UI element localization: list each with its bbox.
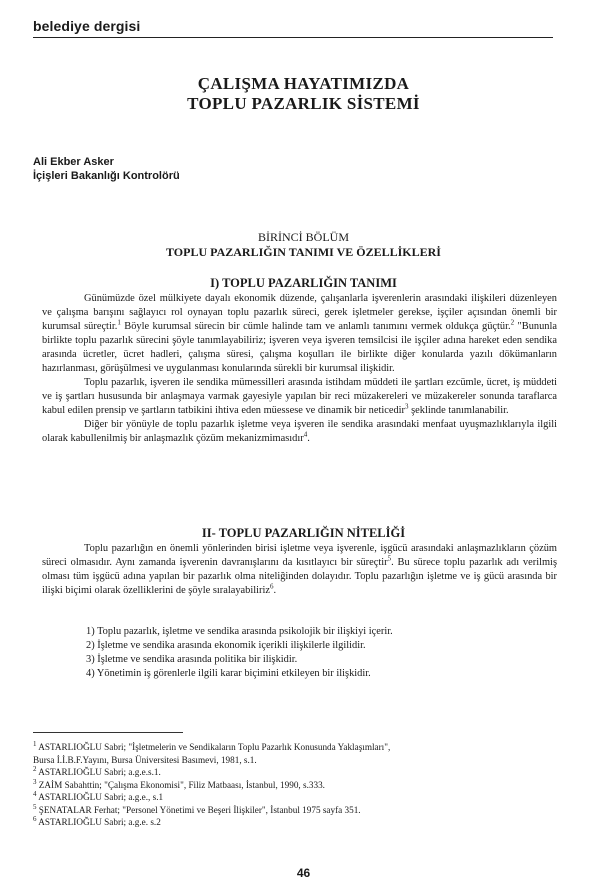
- page-number: 46: [296, 866, 311, 880]
- footnote: $^2$ ASTARLIOĞLU Sabri; a.g.e.s.1.: [33, 764, 161, 777]
- footnote-number: 6: [33, 814, 37, 823]
- footnote-ref: 1: [117, 318, 121, 327]
- footnote-number: 5: [33, 802, 37, 811]
- section2-heading: II- TOPLU PAZARLIĞIN NİTELİĞİ: [201, 526, 406, 540]
- section1-body: [42, 292, 557, 446]
- chapter-title: TOPLU PAZARLIĞIN TANIMI VE ÖZELLİKLERİ: [166, 245, 441, 259]
- journal-title: belediye dergisi: [33, 18, 141, 34]
- section1-heading: I) TOPLU PAZARLIĞIN TANIMI: [210, 276, 397, 290]
- article-title-line2: TOPLU PAZARLIK SİSTEMİ: [187, 94, 420, 113]
- footnote-number: 4: [33, 789, 37, 798]
- article-title-line1: ÇALIŞMA HAYATIMIZDA: [197, 74, 410, 93]
- list-item: 4) Yönetimin iş görenlerle ilgili karar biçimini etkileyen bir ilişkidir.: [86, 668, 371, 679]
- paragraph: Günümüzde özel mülkiyete dayalı ekonomik düzende, çalışanlarla işverenlerin arasındaki ilişkileri düzenleyen ve çalışma barışını sağlayıcı rol oynayan toplu pazarlık süreci, gerek işletmeler gerekse, işçiler açısından önemli bir kurumsal süreçtir.$^1$ Böyle kurumsal sürecin bir cümle halinde tam ve anlamlı tanımını vermek oldukça güçtür.$^2$ "Bununla birlikte toplu pazarlık sürecini şöyle tanımlayabiliriz; işveren veya işveren temsilcisi ile işçiler adına hareket eden sendika arasında ücretler, ücret hadleri, çalışma süresi, çalışma koşulları ile birlikte diğer konularda yazılı dökümanların hazırlanması, görüşülmesi ve uygulanması konularında sürekli bir kurumsal ilişkidir.: [42, 293, 557, 374]
- paragraph: Diğer bir yönüyle de toplu pazarlık işletme veya işveren ile sendika arasındaki menfaat uyuşmazlıklarıyla ilgili olarak kabullenilmiş bir anlaşmazlık çözüm mekanizmimasıdır$^4$.: [42, 419, 557, 444]
- journal-header: [33, 18, 553, 34]
- footnote-number: 1: [33, 739, 37, 748]
- article-title: [0, 74, 607, 114]
- header-rule: [33, 37, 553, 38]
- author-name: Ali Ekber Asker: [33, 156, 114, 168]
- footnote-number: 3: [33, 777, 37, 786]
- footnote-continuation: Bursa İ.İ.B.F.Yayını, Bursa Üniversitesi Basımevi, 1981, s.1.: [33, 754, 257, 765]
- footnotes: [33, 741, 558, 829]
- chapter-label: BİRİNCİ BÖLÜM: [257, 230, 349, 244]
- list-item: 2) İşletme ve sendika arasında ekonomik içerikli ilişkilerle ilgilidir.: [86, 640, 366, 651]
- footnote-ref: 4: [303, 430, 308, 439]
- paragraph: Toplu pazarlığın en önemli yönlerinden birisi işletme veya işverenle, işgücü arasındaki anlaşmazlıkların çözüm süreci olmasıdır. Aynı zamanda işverenin davranışlarını da kısıtlayıcı bir süreçtir$^5$. Bu sürece toplu pazarlık adı verilmiş olması tüm işgücü adına yapılan bir pazarlık olma niteliğinden dolayıdır. Toplu pazarlığın işletme ve iş gücü arasında bir ilişki biçimi olarak özelliklerini de şöyle sıralayabiliriz$^6$.: [42, 543, 557, 596]
- footnote-separator: [33, 732, 183, 733]
- author-block: [33, 155, 180, 183]
- footnote: $^6$ ASTARLIOĞLU Sabri; a.g.e. s.2: [33, 814, 161, 827]
- section2-body: [42, 542, 557, 598]
- footnote: $^4$ ASTARLIOĞLU Sabri; a.g.e., s.1: [33, 789, 164, 802]
- characteristics-list: [86, 625, 556, 681]
- footnote-ref: 2: [510, 318, 515, 327]
- footnote: $^5$ ŞENATALAR Ferhat; "Personel Yönetimi ve Beşeri İlişkiler", İstanbul 1975 sayfa 351.: [33, 802, 361, 815]
- footnote-ref: 5: [387, 554, 392, 563]
- paragraph: Toplu pazarlık, işveren ile sendika mümessilleri arasında istihdam müddeti ile şartları ezcümle, ücret, iş müddeti ve iş şartları hususunda bir anlaşmaya varmak gayesiyle yapılan bir reci müzakereleri ve müzakereler sonunda taraflarca kabul edilen prensip ve şartların tatbikini ihtiva eden müessese ve dinamik bir neticedir$^3$ şeklinde tanımlanabilir.: [42, 377, 557, 416]
- footnote: $^1$ ASTARLIOĞLU Sabri; "İşletmelerin ve Sendikaların Toplu Pazarlık Konusunda Yaklaşımları",: [33, 739, 391, 752]
- author-affiliation: İçişleri Bakanlığı Kontrolörü: [33, 170, 180, 182]
- footnote-number: 2: [33, 764, 37, 773]
- list-item: 1) Toplu pazarlık, işletme ve sendika arasında psikolojik bir ilişkiyi içerir.: [86, 626, 393, 637]
- footnote-ref: 6: [269, 582, 274, 591]
- footnote: $^3$ ZAİM Sabahttin; "Çalışma Ekonomisi", Filiz Matbaası, İstanbul, 1990, s.333.: [33, 777, 325, 790]
- list-item: 3) İşletme ve sendika arasında politika bir ilişkidir.: [86, 654, 298, 665]
- footnote-ref: 3: [405, 402, 409, 411]
